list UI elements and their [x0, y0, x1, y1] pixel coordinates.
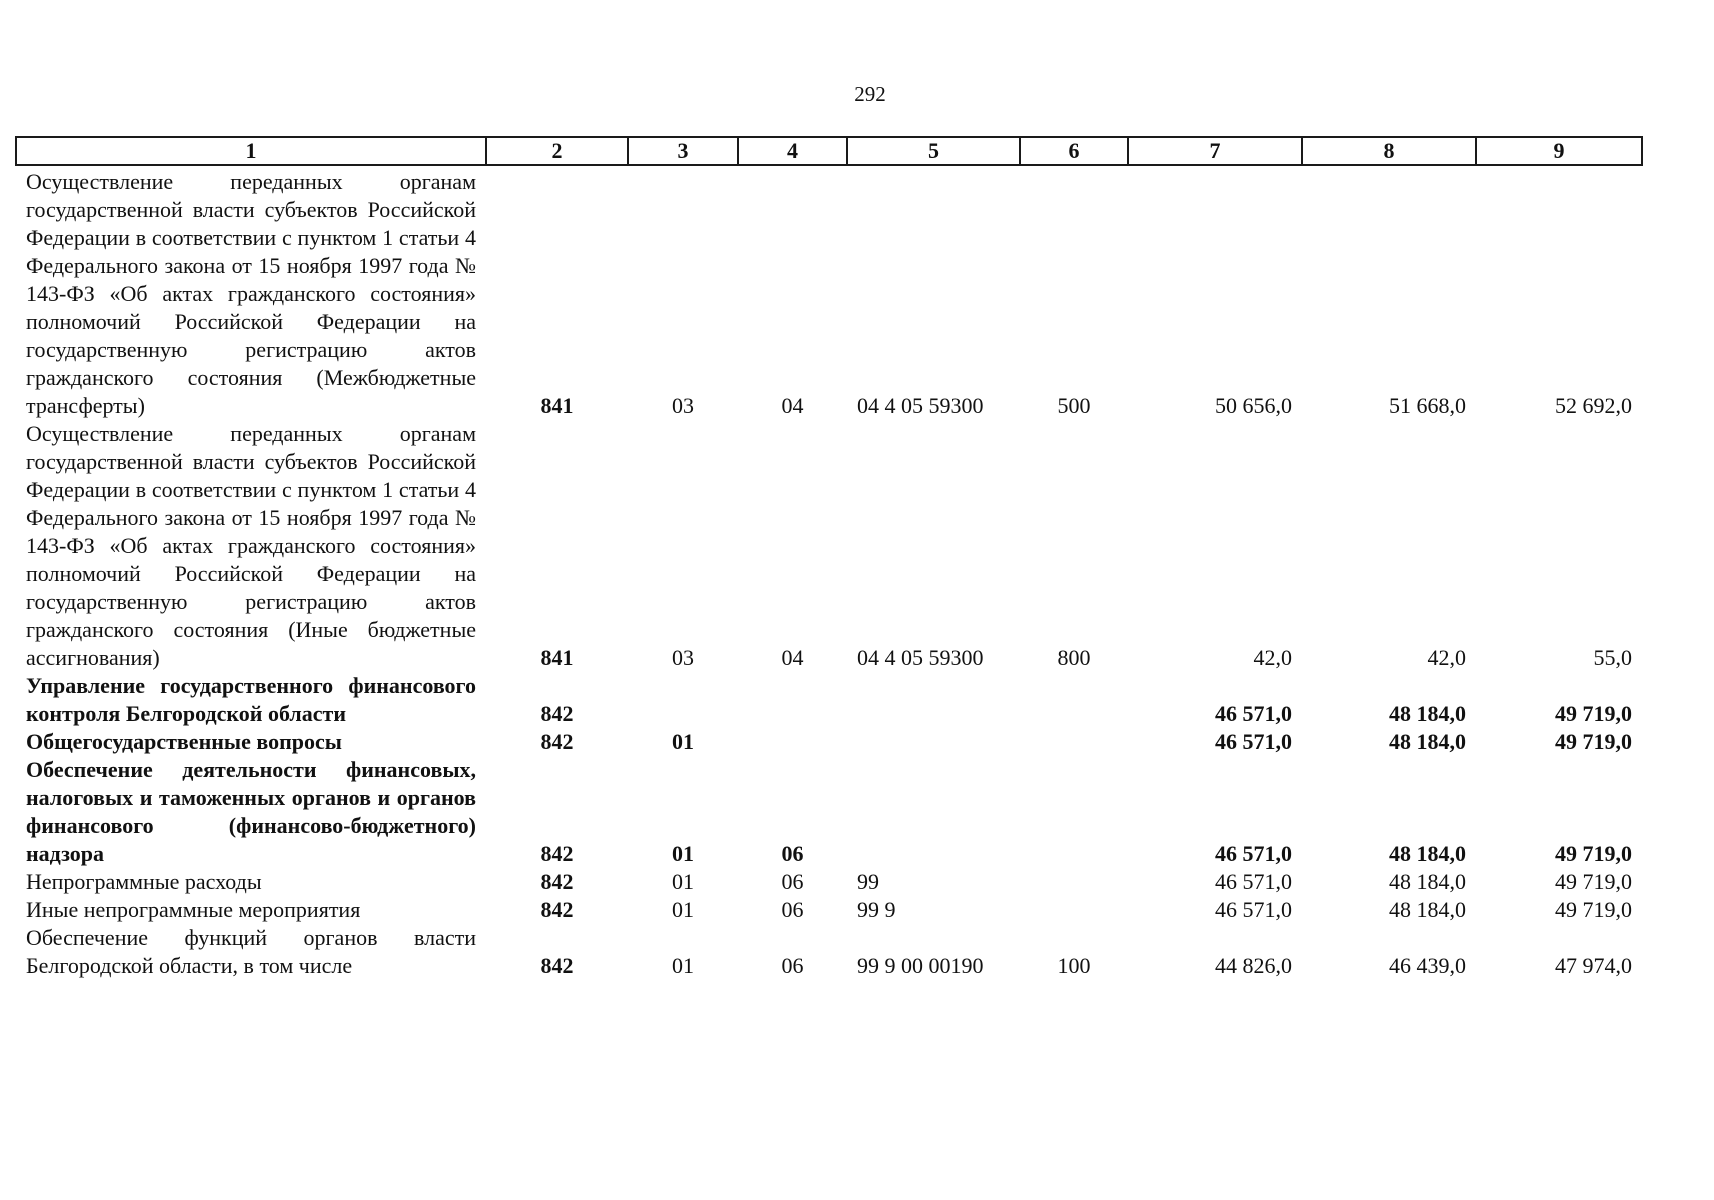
row-col-8: 48 184,0 — [1389, 897, 1466, 922]
row-col-7: 46 571,0 — [1215, 701, 1292, 726]
table-header — [16, 137, 1642, 165]
table-row — [16, 868, 1642, 896]
row-col-6 — [1020, 672, 1128, 728]
row-col-9: 49 719,0 — [1555, 869, 1632, 894]
page-number: 292 — [854, 82, 886, 106]
row-col-6 — [1020, 728, 1128, 756]
row-col-5 — [847, 672, 1020, 728]
row-col-8: 48 184,0 — [1389, 869, 1466, 894]
row-col-3: 01 — [672, 729, 694, 754]
row-col-5: 04 4 05 59300 — [857, 645, 984, 670]
row-col-5: 99 9 00 00190 — [857, 953, 984, 978]
row-col-4: 06 — [781, 953, 804, 978]
header-col-8: 8 — [1302, 137, 1476, 165]
row-col-3: 01 — [672, 869, 694, 894]
row-col-3: 03 — [672, 645, 694, 670]
row-col-2: 842 — [540, 701, 574, 726]
row-col-3: 03 — [672, 393, 694, 418]
header-col-5: 5 — [847, 137, 1020, 165]
row-name: Осуществление переданных органам государственной власти субъектов Российской Федерации в соответствии с пунктом 1 статьи 4 Федерального закона от 15 ноября 1997 года № 143-ФЗ «Об актах гражданского состояния» полномочий Российской Федерации на государственную регистрацию актов гражданского состояния (Иные бюджетные ассигнования) — [26, 421, 476, 670]
row-col-4: 06 — [781, 869, 804, 894]
row-col-7: 46 571,0 — [1215, 841, 1292, 866]
row-col-7: 46 571,0 — [1215, 897, 1292, 922]
header-col-2: 2 — [486, 137, 628, 165]
row-name: Общегосударственные вопросы — [26, 729, 342, 754]
table-row — [16, 924, 1642, 980]
header-col-4: 4 — [738, 137, 847, 165]
row-col-4: 04 — [781, 393, 804, 418]
row-col-9: 47 974,0 — [1555, 953, 1632, 978]
row-name: Обеспечение деятельности финансовых, налоговых и таможенных органов и органов финансового (финансово-бюджетного) надзора — [26, 757, 476, 866]
header-col-6: 6 — [1020, 137, 1128, 165]
row-col-2: 841 — [540, 645, 574, 670]
row-col-7: 46 571,0 — [1215, 869, 1292, 894]
row-col-5: 04 4 05 59300 — [857, 393, 984, 418]
row-col-9: 49 719,0 — [1555, 841, 1632, 866]
row-col-6: 800 — [1057, 645, 1091, 670]
table-row — [16, 756, 1642, 868]
header-row — [16, 137, 1642, 165]
row-col-2: 842 — [540, 869, 574, 894]
row-col-3 — [628, 672, 738, 728]
row-name: Иные непрограммные мероприятия — [26, 897, 361, 922]
table-row — [16, 165, 1642, 420]
row-col-8: 42,0 — [1427, 645, 1466, 670]
table-row — [16, 728, 1642, 756]
row-col-9: 49 719,0 — [1555, 701, 1632, 726]
table-row — [16, 420, 1642, 672]
row-name: Управление государственного финансового контроля Белгородской области — [26, 673, 476, 726]
row-col-9: 52 692,0 — [1555, 393, 1632, 418]
row-col-6 — [1020, 756, 1128, 868]
row-col-2: 842 — [540, 841, 574, 866]
row-col-7: 46 571,0 — [1215, 729, 1292, 754]
row-col-2: 842 — [540, 897, 574, 922]
row-col-7: 42,0 — [1253, 645, 1292, 670]
header-col-9: 9 — [1476, 137, 1642, 165]
row-col-8: 48 184,0 — [1389, 701, 1466, 726]
row-col-2: 842 — [540, 953, 574, 978]
table-body — [16, 165, 1642, 980]
row-col-6: 100 — [1057, 953, 1091, 978]
row-col-9: 49 719,0 — [1555, 897, 1632, 922]
row-col-6 — [1020, 896, 1128, 924]
row-col-8: 51 668,0 — [1389, 393, 1466, 418]
budget-table — [15, 136, 1643, 980]
row-col-8: 46 439,0 — [1389, 953, 1466, 978]
header-col-1: 1 — [16, 137, 486, 165]
row-col-5: 99 9 — [857, 897, 896, 922]
row-col-3: 01 — [672, 841, 694, 866]
row-col-5 — [847, 728, 1020, 756]
row-col-4 — [738, 672, 847, 728]
row-col-7: 44 826,0 — [1215, 953, 1292, 978]
table-row — [16, 672, 1642, 728]
row-col-9: 49 719,0 — [1555, 729, 1632, 754]
row-col-8: 48 184,0 — [1389, 841, 1466, 866]
row-name: Осуществление переданных органам государственной власти субъектов Российской Федерации в соответствии с пунктом 1 статьи 4 Федерального закона от 15 ноября 1997 года № 143-ФЗ «Об актах гражданского состояния» полномочий Российской Федерации на государственную регистрацию актов гражданского состояния (Межбюджетные трансферты) — [26, 169, 476, 418]
row-col-8: 48 184,0 — [1389, 729, 1466, 754]
row-col-3: 01 — [672, 897, 694, 922]
row-col-4: 06 — [781, 841, 804, 866]
row-col-4 — [738, 728, 847, 756]
row-col-6 — [1020, 868, 1128, 896]
row-name: Непрограммные расходы — [26, 869, 262, 894]
row-col-5 — [847, 756, 1020, 868]
table-row — [16, 896, 1642, 924]
row-name: Обеспечение функций органов власти Белгородской области, в том числе — [26, 925, 476, 978]
row-col-6: 500 — [1057, 393, 1091, 418]
row-col-7: 50 656,0 — [1215, 393, 1292, 418]
row-col-4: 06 — [781, 897, 804, 922]
header-col-3: 3 — [628, 137, 738, 165]
row-col-9: 55,0 — [1593, 645, 1632, 670]
row-col-3: 01 — [672, 953, 694, 978]
row-col-5: 99 — [857, 869, 879, 894]
row-col-2: 841 — [540, 393, 574, 418]
row-col-2: 842 — [540, 729, 574, 754]
row-col-4: 04 — [781, 645, 804, 670]
header-col-7: 7 — [1128, 137, 1302, 165]
